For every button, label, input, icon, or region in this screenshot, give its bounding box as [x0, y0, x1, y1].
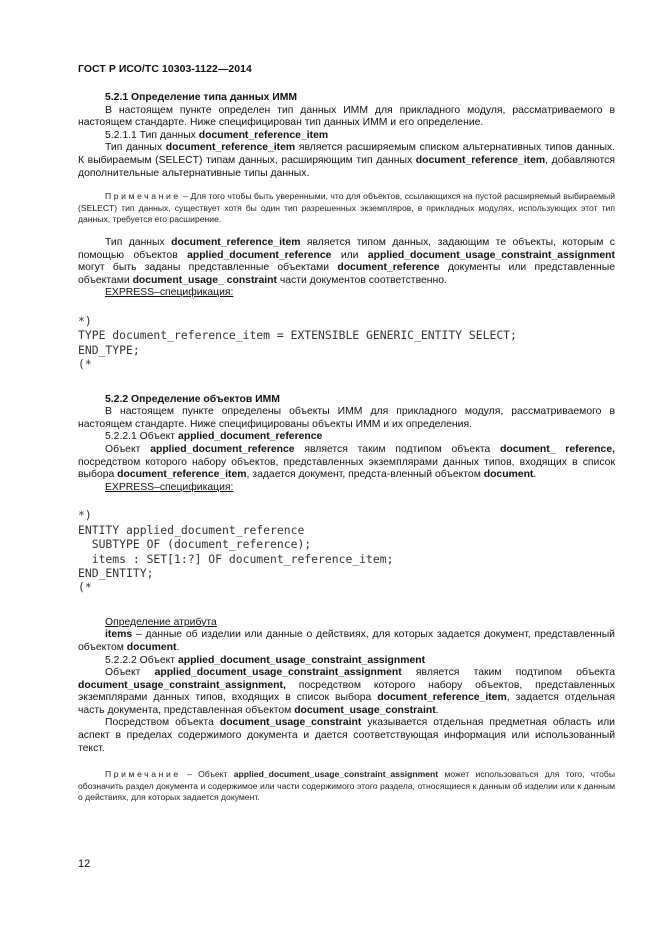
- section-5-2-2-intro: В настоящем пункте определены объекты ИММ для прикладного модуля, рассматриваемого в настоящем стандарте. Ниже специфицированы объекты ИММ и их определения.: [78, 406, 615, 430]
- express-spec-label-2: EXPRESS–спецификация:: [105, 481, 234, 493]
- paragraph-document-usage-constraint: Посредством объекта document_usage_constraint указывается отдельная предметная область или аспект в пределах содержимого документа и дается соответствующая информация или использованный текст.: [78, 717, 615, 754]
- subsection-5-2-2-2-title: 5.2.2.2 Объект applied_document_usage_constraint_assignment: [105, 654, 426, 666]
- page-number: 12: [78, 858, 91, 870]
- section-5-2-1-intro: В настоящем пункте определен тип данных ИММ для прикладного модуля, рассматриваемого в настоящем стандарте. Ниже специфицирован тип данных ИММ и его определение.: [78, 104, 615, 129]
- attribute-definition-title: Определение атрибута: [105, 616, 217, 628]
- paragraph-applied-document-reference: Объект applied_document_reference является таким подтипом объекта document_ reference, посредством которого набору объектов, представленных экземплярами данных типов, входящих в список выбора document_reference_item, задается документ, предста-вленный объектом document.: [78, 443, 615, 481]
- express-spec-label-1: EXPRESS–спецификация:: [105, 287, 234, 299]
- document-page: [78, 64, 615, 815]
- standard-header: ГОСТ Р ИСО/ТС 10303-1122—2014: [78, 64, 252, 75]
- subsection-5-2-1-1-title: 5.2.1.1 Тип данных document_reference_item: [105, 129, 329, 141]
- paragraph-applied-document-usage-constraint: Объект applied_document_usage_constraint_assignment является таким подтипом объекта document_usage_constraint_assignment, посредством которого набору объектов, представленных экземплярами данных типов, входящих в список выбора document_reference_item, задается отдельная часть документа, представленная объектом document_usage_constraint.: [78, 667, 615, 716]
- attribute-items-definition: items – данные об изделии или данные о действиях, для которых задается документ, представленный объектом document.: [78, 629, 615, 653]
- paragraph-type-definition: Тип данных document_reference_item является расширяемым списком альтернативных типов данных. К выбираемым (SELECT) типам данных, расширяющим тип данных document_reference_item, добавляются дополнительные альтернативные типы данных.: [78, 142, 615, 179]
- note-1: Примечание – Для того чтобы быть уверенными, что для объектов, ссылающихся на пустой расширяемый выбираемый (SELECT) тип данных, существует хотя бы один тип разрешенных экземпляров, в прикладных модулях, использующих этот тип данных, требуется его расширение.: [78, 191, 615, 225]
- section-5-2-1-title: 5.2.1 Определение типа данных ИММ: [105, 92, 298, 103]
- note-2: Примечание – Объект applied_document_usage_constraint_assignment может использоваться для того, чтобы обозначить раздел документа и содержимое или части содержимого этого раздела, относящиеся к данным об изделии или к данным о действиях, для которых задается документ.: [78, 769, 615, 803]
- subsection-5-2-2-1-title: 5.2.2.1 Объект applied_document_reference: [105, 431, 323, 443]
- express-code-type: *) TYPE document_reference_item = EXTENSIBLE GENERIC_ENTITY SELECT; END_TYPE; (*: [78, 313, 517, 372]
- section-5-2-2-title: 5.2.2 Определение объектов ИММ: [105, 393, 280, 405]
- paragraph-type-usage: Тип данных document_reference_item является типом данных, задающим те объекты, которым с помощью объектов applied_document_reference или applied_document_usage_constraint_assignment могут быть заданы представленные объектами document_reference документы или представленные объектами document_usage_ constraint части документов соответственно.: [78, 236, 615, 286]
- express-code-entity: *) ENTITY applied_document_reference SUBTYPE OF (document_reference); items : SET[1:?] OF document_reference_item; END_ENTITY; (*: [78, 508, 394, 595]
